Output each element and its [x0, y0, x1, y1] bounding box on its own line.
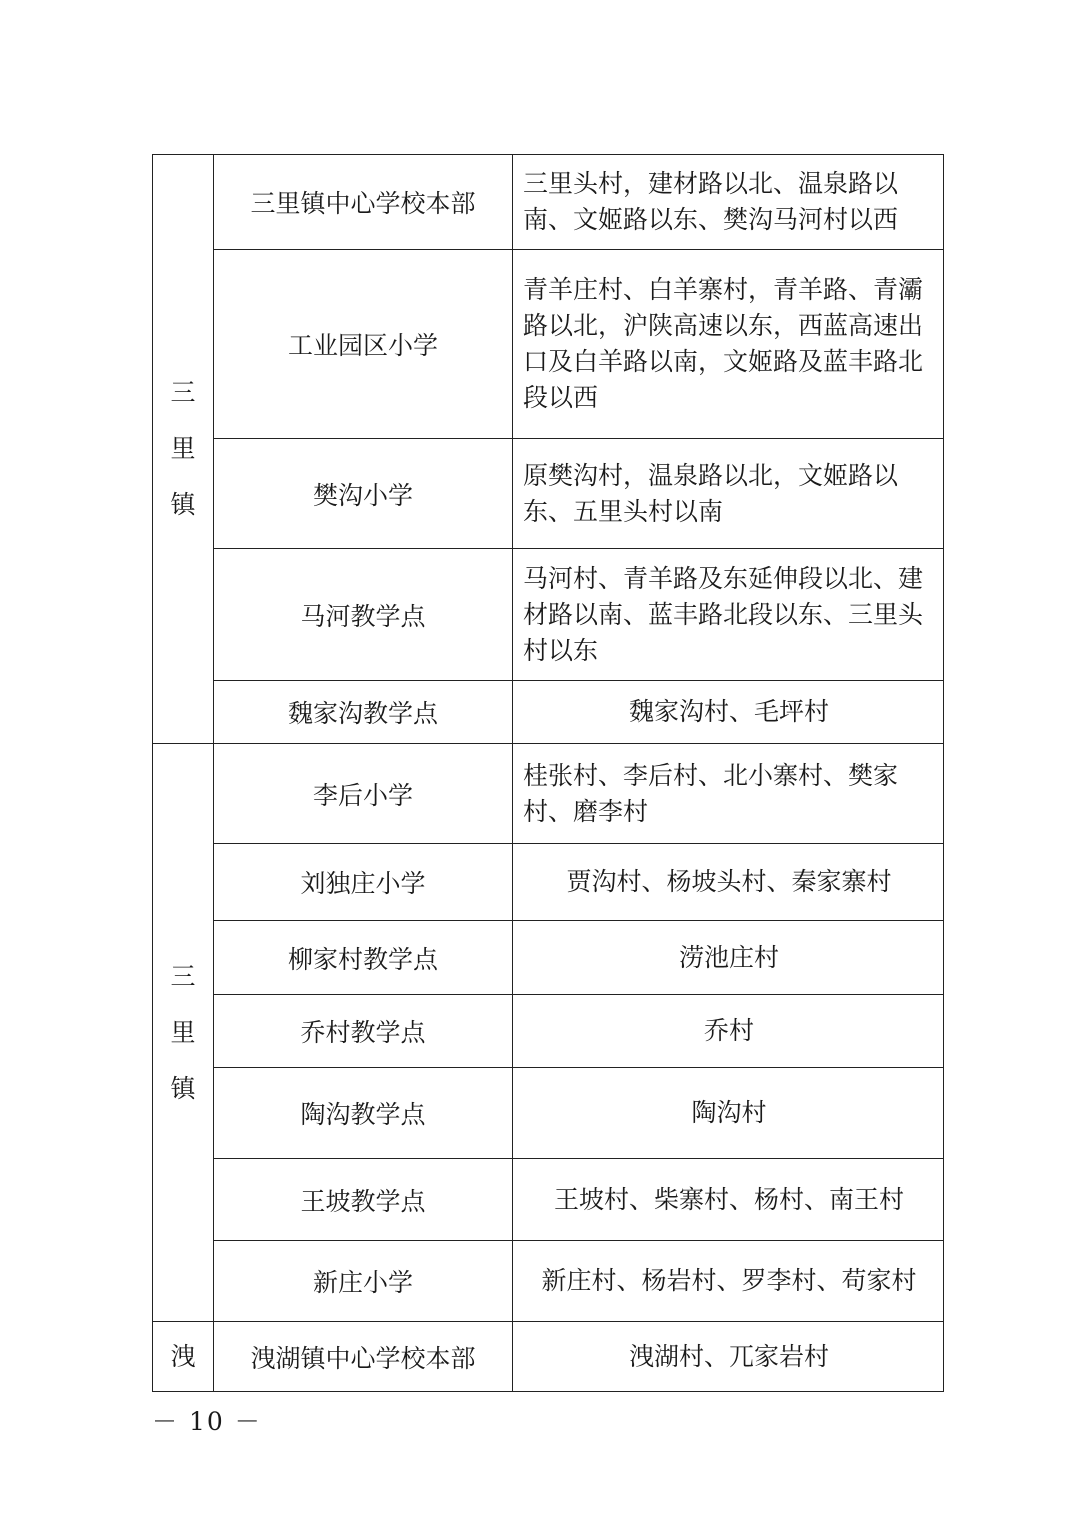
- town-char: 镇: [170, 490, 196, 519]
- district-area: 三里头村，建材路以北、温泉路以南、文姬路以东、樊沟马河村以西: [513, 155, 944, 250]
- school-name: 刘独庄小学: [214, 844, 513, 921]
- school-name: 王坡教学点: [214, 1159, 513, 1241]
- town-char: 里: [170, 434, 196, 463]
- district-area: 桂张村、李后村、北小寨村、樊家村、磨李村: [513, 744, 944, 844]
- table-row: [153, 744, 944, 844]
- district-area: 魏家沟村、毛坪村: [513, 681, 944, 744]
- table-row: [153, 1159, 944, 1241]
- table-row: [153, 1322, 944, 1392]
- town-char: 里: [170, 1017, 196, 1047]
- school-name: 樊沟小学: [214, 439, 513, 549]
- school-name: 乔村教学点: [214, 995, 513, 1068]
- district-area: 王坡村、柴寨村、杨村、南王村: [513, 1159, 944, 1241]
- table-row: [153, 250, 944, 439]
- district-area: 涝池庄村: [513, 921, 944, 995]
- district-area: 陶沟村: [513, 1068, 944, 1159]
- school-name: 李后小学: [214, 744, 513, 844]
- school-name: 工业园区小学: [214, 250, 513, 439]
- school-name: 三里镇中心学校本部: [214, 155, 513, 250]
- school-name: 马河教学点: [214, 549, 513, 681]
- school-district-table: [152, 154, 944, 1392]
- table-row: [153, 921, 944, 995]
- district-area: 洩湖村、兀家岩村: [513, 1322, 944, 1392]
- town-char: 三: [170, 961, 196, 991]
- district-area: 新庄村、杨岩村、罗李村、苟家村: [513, 1241, 944, 1322]
- table-row: [153, 681, 944, 744]
- table-row: [153, 439, 944, 549]
- district-area: 马河村、青羊路及东延伸段以北、建材路以南、蓝丰路北段以东、三里头村以东: [513, 549, 944, 681]
- town-char: 三: [170, 378, 196, 407]
- district-area: 原樊沟村，温泉路以北，文姬路以东、五里头村以南: [513, 439, 944, 549]
- school-name: 魏家沟教学点: [214, 681, 513, 744]
- table-row: [153, 995, 944, 1068]
- district-area: 贾沟村、杨坡头村、秦家寨村: [513, 844, 944, 921]
- table-row: [153, 1241, 944, 1322]
- page-number: － 10 －: [152, 1407, 262, 1436]
- town-char: 镇: [170, 1073, 196, 1103]
- town-cell: 洩: [153, 1322, 214, 1392]
- table-row: [153, 844, 944, 921]
- school-name: 柳家村教学点: [214, 921, 513, 995]
- school-name: 新庄小学: [214, 1241, 513, 1322]
- table-row: [153, 155, 944, 250]
- school-name: 陶沟教学点: [214, 1068, 513, 1159]
- district-area: 乔村: [513, 995, 944, 1068]
- table-row: [153, 1068, 944, 1159]
- school-name: 洩湖镇中心学校本部: [214, 1322, 513, 1392]
- town-cell: [153, 155, 214, 744]
- district-area: 青羊庄村、白羊寨村，青羊路、青灞路以北，沪陕高速以东，西蓝高速出口及白羊路以南，文姬路及蓝丰路北段以西: [513, 250, 944, 439]
- table-row: [153, 549, 944, 681]
- town-cell: [153, 744, 214, 1322]
